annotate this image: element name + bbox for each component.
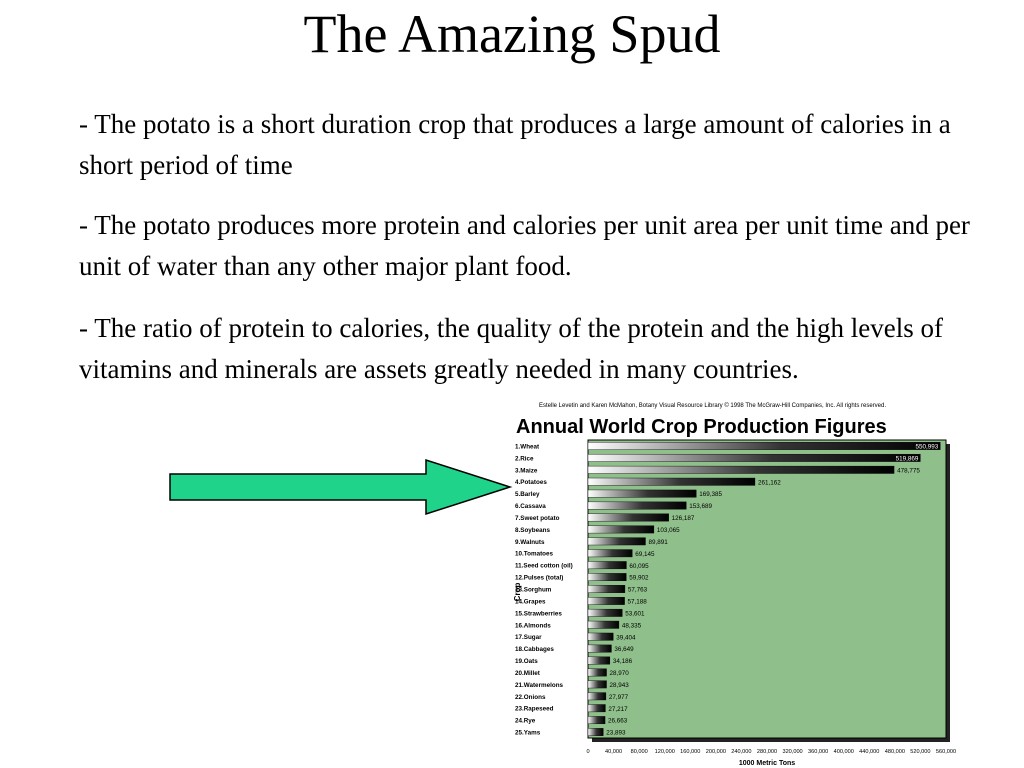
arrow-shape: [170, 460, 510, 514]
x-tick-label: 200,000: [705, 749, 726, 755]
value-label: 126,187: [671, 515, 695, 523]
value-label: 57,188: [627, 598, 647, 606]
value-label: 28,970: [609, 670, 629, 678]
x-tick-label: 520,000: [910, 749, 931, 755]
category-label: 6.Cassava: [515, 503, 546, 511]
bar: [588, 490, 696, 497]
value-label: 27,977: [608, 693, 629, 701]
category-label: 23.Rapeseed: [515, 705, 554, 713]
x-tick-label: 480,000: [884, 749, 905, 755]
category-label: 5.Barley: [515, 491, 540, 499]
chart-title: Annual World Crop Production Figures: [516, 416, 887, 438]
category-label: 14.Grapes: [515, 598, 546, 606]
value-label: 26,663: [608, 717, 628, 725]
value-label: 89,891: [648, 538, 668, 546]
category-label: 9.Walnuts: [515, 538, 545, 546]
value-label: 27,217: [608, 705, 628, 713]
x-tick-label: 400,000: [833, 749, 854, 755]
x-tick-label: 160,000: [680, 749, 701, 755]
value-label: 60,095: [629, 562, 649, 570]
x-tick-label: 40,000: [605, 749, 623, 755]
value-label: 28,943: [609, 681, 629, 689]
category-label: 15.Strawberries: [515, 610, 562, 618]
chart-credit: Estelle Levetin and Karen McMahon, Botany Visual Resource Library © 1998 The McGraw-Hill Companies, Inc. All rights reserved.: [539, 403, 887, 409]
bar: [588, 716, 605, 723]
bar: [588, 633, 613, 640]
crop-production-chart: [508, 396, 968, 768]
bar: [588, 526, 654, 533]
category-label: 18.Cabbages: [515, 646, 554, 654]
category-label: 17.Sugar: [515, 634, 542, 642]
x-tick-label: 240,000: [731, 749, 752, 755]
bar: [588, 728, 603, 735]
x-tick-label: 320,000: [782, 749, 803, 755]
category-label: 25.Yams: [515, 729, 541, 737]
value-label: 57,763: [627, 586, 648, 594]
bar: [588, 466, 894, 473]
value-label: 153,689: [689, 503, 713, 511]
bar: [588, 681, 607, 688]
category-label: 22.Onions: [515, 693, 546, 701]
bar: [588, 597, 625, 604]
category-label: 1.Wheat: [515, 443, 540, 451]
x-tick-label: 120,000: [654, 749, 675, 755]
bullet-2: - The potato produces more protein and calories per unit area per unit time and per unit of water than any other major plant food.: [79, 210, 970, 281]
x-tick-label: 360,000: [808, 749, 829, 755]
bar: [588, 693, 606, 700]
value-label: 59,902: [629, 574, 649, 582]
category-label: 2.Rice: [515, 455, 534, 463]
value-label: 261,162: [757, 479, 781, 487]
x-tick-label: 440,000: [859, 749, 880, 755]
value-label: 519,869: [895, 455, 919, 463]
category-label: 19.Oats: [515, 658, 538, 666]
value-label: 478,775: [897, 467, 920, 475]
bar: [588, 442, 940, 449]
bullet-1: - The potato is a short duration crop that produces a large amount of calories in a short period of time: [79, 109, 951, 180]
value-label: 34,186: [612, 658, 633, 666]
x-axis-label: 1000 Metric Tons: [738, 760, 796, 767]
bullet-3: - The ratio of protein to calories, the quality of the protein and the high levels of vitamins and minerals are assets greatly needed in many countries.: [79, 313, 943, 384]
category-label: 11.Seed cotton (oil): [515, 562, 573, 570]
right-arrow-icon: [168, 458, 513, 516]
value-label: 53,601: [625, 610, 645, 618]
value-label: 48,335: [621, 622, 642, 630]
x-tick-label: 80,000: [630, 749, 648, 755]
category-label: 13.Sorghum: [515, 586, 552, 594]
category-label: 3.Maize: [515, 467, 538, 475]
x-tick-label: 280,000: [756, 749, 778, 755]
bar: [588, 669, 607, 676]
bar: [588, 561, 626, 568]
bar: [588, 514, 669, 521]
bar: [588, 478, 755, 485]
bar: [588, 550, 632, 557]
bar: [588, 657, 610, 664]
value-label: 169,385: [699, 491, 723, 499]
category-label: 24.Rye: [515, 717, 536, 725]
category-label: 4.Potatoes: [515, 479, 547, 487]
bar: [588, 585, 625, 592]
value-label: 550,993: [915, 443, 939, 451]
bar: [588, 454, 920, 461]
bar: [588, 573, 626, 580]
bar: [588, 538, 645, 545]
category-label: 12.Pulses (total): [515, 574, 564, 582]
bar: [588, 705, 605, 712]
category-label: 8.Soybeans: [515, 526, 550, 534]
category-label: 20.Millet: [515, 669, 540, 677]
bar: [588, 621, 619, 628]
category-label: 16.Almonds: [515, 622, 551, 630]
category-label: 10.Tomatoes: [515, 550, 554, 558]
x-tick-label: 560,000: [935, 749, 957, 755]
value-label: 36,649: [614, 646, 634, 654]
value-label: 23,893: [606, 729, 626, 737]
category-label: 7.Sweet potato: [515, 514, 560, 522]
value-label: 69,145: [635, 550, 655, 558]
x-tick-label: 0: [586, 749, 590, 755]
slide-title: The Amazing Spud: [303, 4, 721, 64]
y-axis-label: Crop: [513, 582, 522, 602]
bar: [588, 502, 686, 509]
value-label: 103,065: [656, 527, 680, 534]
category-label: 21.Watermelons: [515, 681, 564, 689]
bar: [588, 645, 611, 652]
value-label: 39,404: [616, 634, 636, 642]
bar: [588, 609, 622, 616]
